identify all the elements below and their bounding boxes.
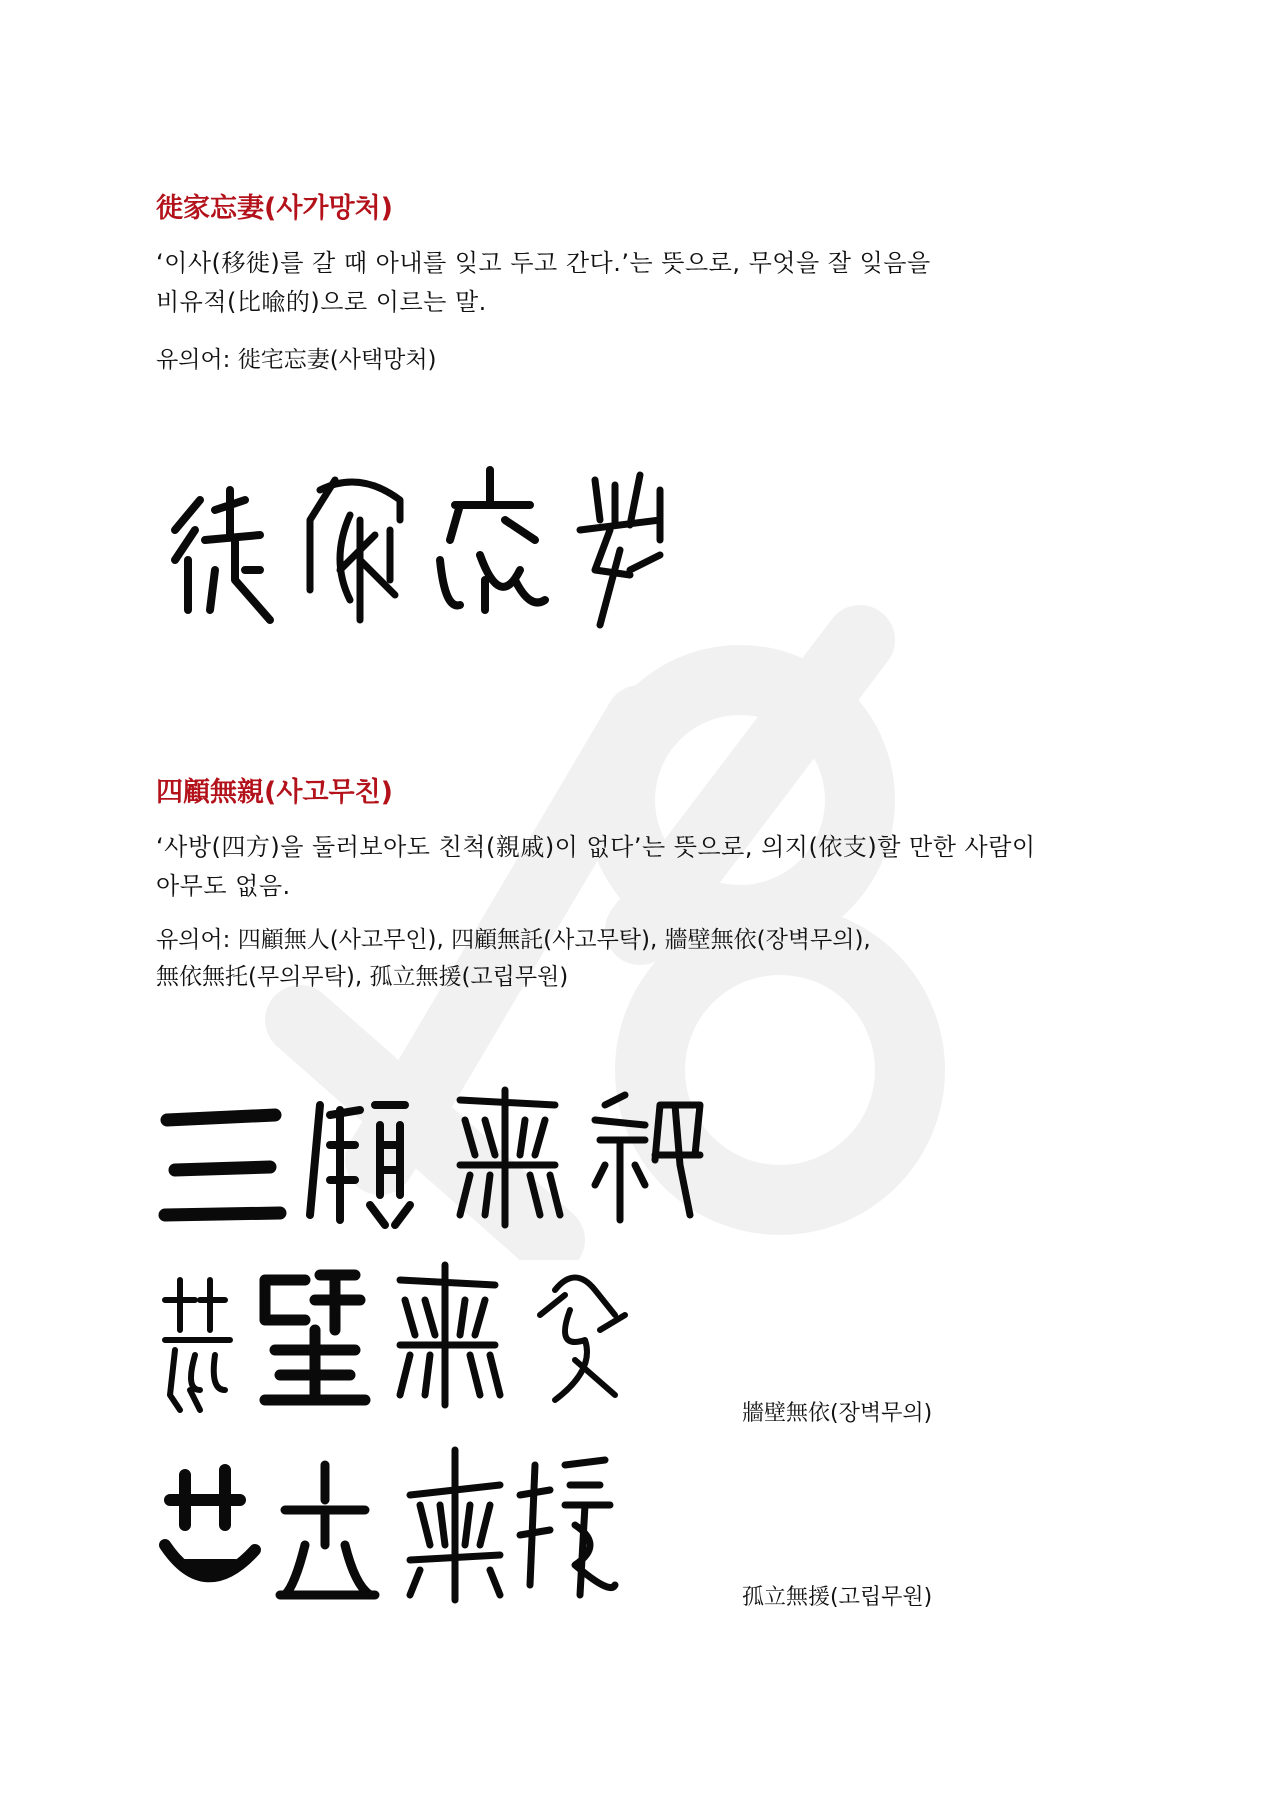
definition-line: ‘사방(四方)을 둘러보아도 친척(親戚)이 없다’는 뜻으로, 의지(依支)할 만한 사람이 [156,833,1036,861]
seal-script-row-2 [155,1085,725,1235]
entry-2-definition [156,828,1036,906]
seal-glyph [310,1105,410,1225]
entry-1 [156,186,393,225]
seal-glyph [165,1280,230,1410]
entry-title: 四顧無親(사고무친) [156,777,394,808]
seal-glyph [310,480,400,620]
seal-glyph [440,470,545,610]
seal-script-row-1 [160,460,700,630]
seal-glyph [400,1265,500,1405]
definition-line: 아무도 없음. [156,872,291,900]
seal-glyph [280,1465,375,1595]
synonyms-line: 無依無托(무의무탁), 孤立無援(고립무원) [156,964,569,990]
entry-2-synonyms [156,922,871,996]
synonyms-line: 유의어: 徙宅忘妻(사택망처) [156,347,437,373]
caption-row-3: 孤立無援(고립무원) [742,1585,933,1610]
seal-glyph [520,1460,615,1595]
seal-glyph [175,490,270,620]
seal-glyph [595,1095,700,1220]
seal-glyph [165,1470,255,1576]
seal-script-row-3 [155,1260,715,1420]
seal-glyph [540,1278,625,1401]
seal-glyph [460,1090,560,1225]
entry-2 [156,770,393,809]
definition-line: 비유적(比喩的)으로 이르는 말. [156,288,487,316]
seal-script-row-4 [155,1445,715,1610]
seal-glyph [580,475,660,625]
definition-line: ‘이사(移徙)를 갈 때 아내를 잊고 두고 간다.’는 뜻으로, 무엇을 잘 잊음을 [156,249,931,277]
entry-title: 徙家忘妻(사가망처) [156,193,394,224]
seal-glyph [165,1115,280,1215]
seal-glyph [265,1275,365,1400]
seal-glyph [410,1450,500,1600]
caption-row-2: 牆壁無依(장벽무의) [742,1401,933,1426]
entry-1-definition [156,244,931,322]
entry-1-synonyms [156,342,437,379]
synonyms-line: 유의어: 四顧無人(사고무인), 四顧無託(사고무탁), 牆壁無依(장벽무의), [156,927,871,953]
